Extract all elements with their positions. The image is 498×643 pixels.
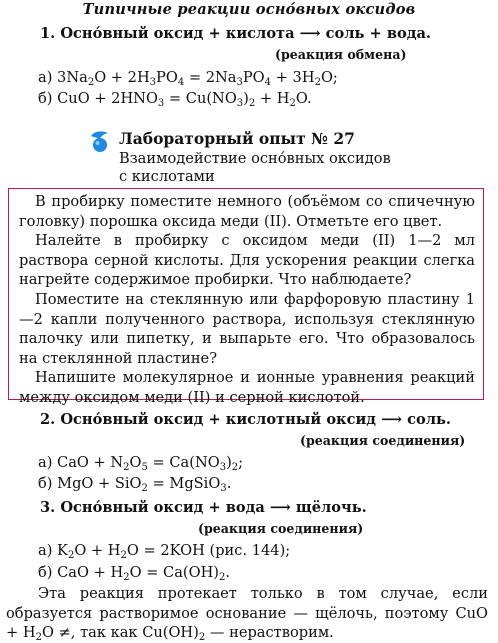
section-1-equation-b: [38, 89, 312, 108]
lab-paragraph: Налейте в пробирку с оксидом меди (II) 1—2 мл раствора серной кислоты. Для ускорения реакции слегка нагрейте содержимое пробирки. Что наблюдаете?: [19, 232, 475, 289]
lab-subtitle-line-1: Взаимодействие осно́вных оксидов: [119, 150, 391, 167]
lab-title: Лабораторный опыт № 27: [119, 129, 355, 148]
section-2-heading: 2. Осно́вный оксид + кислотный оксид ⟶ соль.: [40, 411, 452, 428]
lab-subtitle-line-2: с кислотами: [119, 167, 215, 185]
section-2-note: (реакция соединения): [300, 433, 466, 448]
equation-prefix: б): [38, 564, 58, 581]
lab-paragraph: В пробирку поместите немного (объёмом со спичечную головку) порошка оксида меди (II). Отметьте его цвет.: [19, 193, 475, 230]
section-1-equation-a: [38, 68, 338, 87]
equation-formula: CaO + $N_2O_5 = Ca(NO_3)_2$;: [57, 454, 244, 473]
section-1-note: (реакция обмена): [275, 47, 407, 62]
section-3-equation-b: [38, 563, 230, 582]
equation-formula: $K_2O + H_2O = 2KOH$ (рис. 144);: [57, 542, 291, 561]
section-1-heading: 1. Осно́вный оксид + кислота ⟶ соль + вода.: [40, 25, 431, 42]
lab-paragraph: Напишите молекулярное и ионные уравнения реакций между оксидом меди (II) и серной кислотой.: [19, 369, 475, 406]
section-2-equation-a: [38, 453, 243, 472]
section-2-equation-b: [38, 474, 231, 493]
equation-formula: MgO + SiO$_2$ = MgSiO$_3$.: [57, 475, 232, 494]
equation-prefix: а): [38, 454, 58, 471]
equation-formula: $3Na_2O + 2H_3PO_4 = 2Na_3PO_4 + 3H_2O$;: [57, 69, 338, 88]
closing-paragraph: [6, 584, 488, 643]
section-3-note: (реакция соединения): [198, 521, 364, 536]
section-3-equation-a: [38, 541, 290, 560]
flask-drop-icon: [88, 130, 110, 154]
equation-formula: CuO + $2HNO_3 = Cu(NO_3)_2 + H_2O$.: [57, 90, 312, 109]
lab-subtitle: [119, 150, 391, 185]
lab-instructions-box: [8, 188, 484, 406]
lab-paragraph: Поместите на стеклянную или фарфоровую пластину 1—2 капли полученного раствора, используя стеклянную палочку или пипетку, и выпарьте его. Что образовалось на стеклянной пластине?: [19, 290, 475, 367]
equation-prefix: а): [38, 69, 58, 86]
equation-formula: CaO + $H_2O = Ca(OH)_2$.: [57, 564, 231, 583]
closing-text: Эта реакция протекает только в том случае, если образуется растворимое основание — щёлочь, поэтому CuO + $H_2O$ ≠, так как $Cu(OH)_2$ — нерастворим.: [6, 585, 488, 643]
equation-prefix: б): [38, 475, 58, 492]
equation-prefix: а): [38, 542, 58, 559]
section-3-heading: 3. Осно́вный оксид + вода ⟶ щёлочь.: [40, 499, 367, 516]
page-title: Типичные реакции осно́вных оксидов: [82, 1, 416, 18]
equation-prefix: б): [38, 90, 58, 107]
